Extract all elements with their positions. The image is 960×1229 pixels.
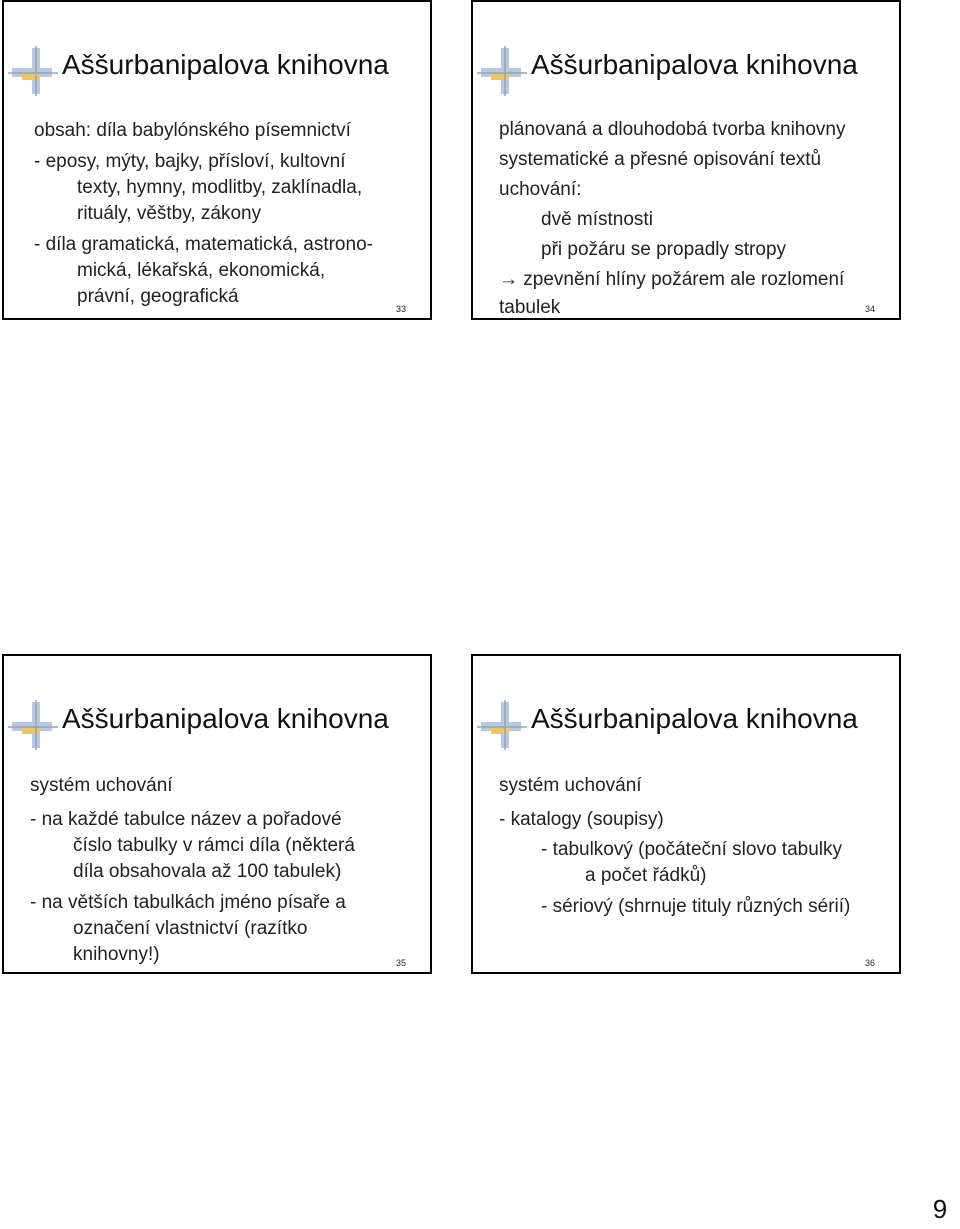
body-line: obsah: díla babylónského písemnictví (34, 120, 351, 141)
body-line: knihovny!) (73, 944, 160, 965)
slide-title: Aššurbanipalova knihovna (531, 49, 858, 80)
slide-number: 36 (865, 958, 876, 968)
body-line: plánovaná a dlouhodobá tvorba knihovny (499, 119, 846, 140)
slide-36 (471, 654, 901, 974)
slide-title: Aššurbanipalova knihovna (62, 703, 389, 734)
body-line: systematické a přesné opisování textů (499, 149, 822, 170)
body-line: a počet řádků) (585, 865, 707, 886)
body-line: → zpevnění hlíny požárem ale rozlomení (499, 269, 845, 290)
slide-number: 34 (865, 304, 876, 314)
slide-body (499, 773, 879, 920)
slide-logo-icon (8, 700, 58, 750)
slide-title: Aššurbanipalova knihovna (531, 703, 858, 734)
body-line: označení vlastnictví (razítko (73, 918, 308, 939)
slide-logo-icon (477, 700, 527, 750)
body-line: rituály, věštby, zákony (77, 203, 262, 224)
body-line: dvě místnosti (541, 209, 653, 230)
slide-logo-icon (8, 46, 58, 96)
body-line: - katalogy (soupisy) (499, 809, 664, 830)
body-line: systém uchování (499, 775, 642, 796)
slide-body (30, 773, 410, 968)
slide-34 (471, 0, 901, 320)
body-line: - eposy, mýty, bajky, přísloví, kultovní (34, 151, 346, 172)
body-line: texty, hymny, modlitby, zaklínadla, (77, 177, 363, 198)
slide-33 (2, 0, 432, 320)
body-line: uchování: (499, 179, 582, 200)
slide-number: 33 (396, 304, 407, 314)
body-line: díla obsahovala až 100 tabulek) (73, 861, 342, 882)
slide-body (499, 115, 879, 320)
body-line: systém uchování (30, 775, 173, 796)
slide-logo-icon (477, 46, 527, 96)
body-line: - tabulkový (počáteční slovo tabulky (541, 839, 842, 860)
slide-number: 35 (396, 958, 407, 968)
body-line: - na každé tabulce název a pořadové (30, 809, 342, 830)
body-line: právní, geografická (77, 286, 239, 307)
body-line: číslo tabulky v rámci díla (některá (73, 835, 355, 856)
slide-35 (2, 654, 432, 974)
body-line: při požáru se propadly stropy (541, 239, 787, 260)
body-line: mická, lékařská, ekonomická, (77, 260, 326, 281)
slide-body (34, 118, 410, 310)
slide-title: Aššurbanipalova knihovna (62, 49, 389, 80)
body-line: - díla gramatická, matematická, astrono- (34, 234, 373, 255)
page-number: 9 (932, 1194, 948, 1224)
body-line: - sériový (shrnuje tituly různých sérií) (541, 896, 851, 917)
body-line: - na větších tabulkách jméno písaře a (30, 892, 346, 913)
body-line: tabulek (499, 297, 561, 318)
